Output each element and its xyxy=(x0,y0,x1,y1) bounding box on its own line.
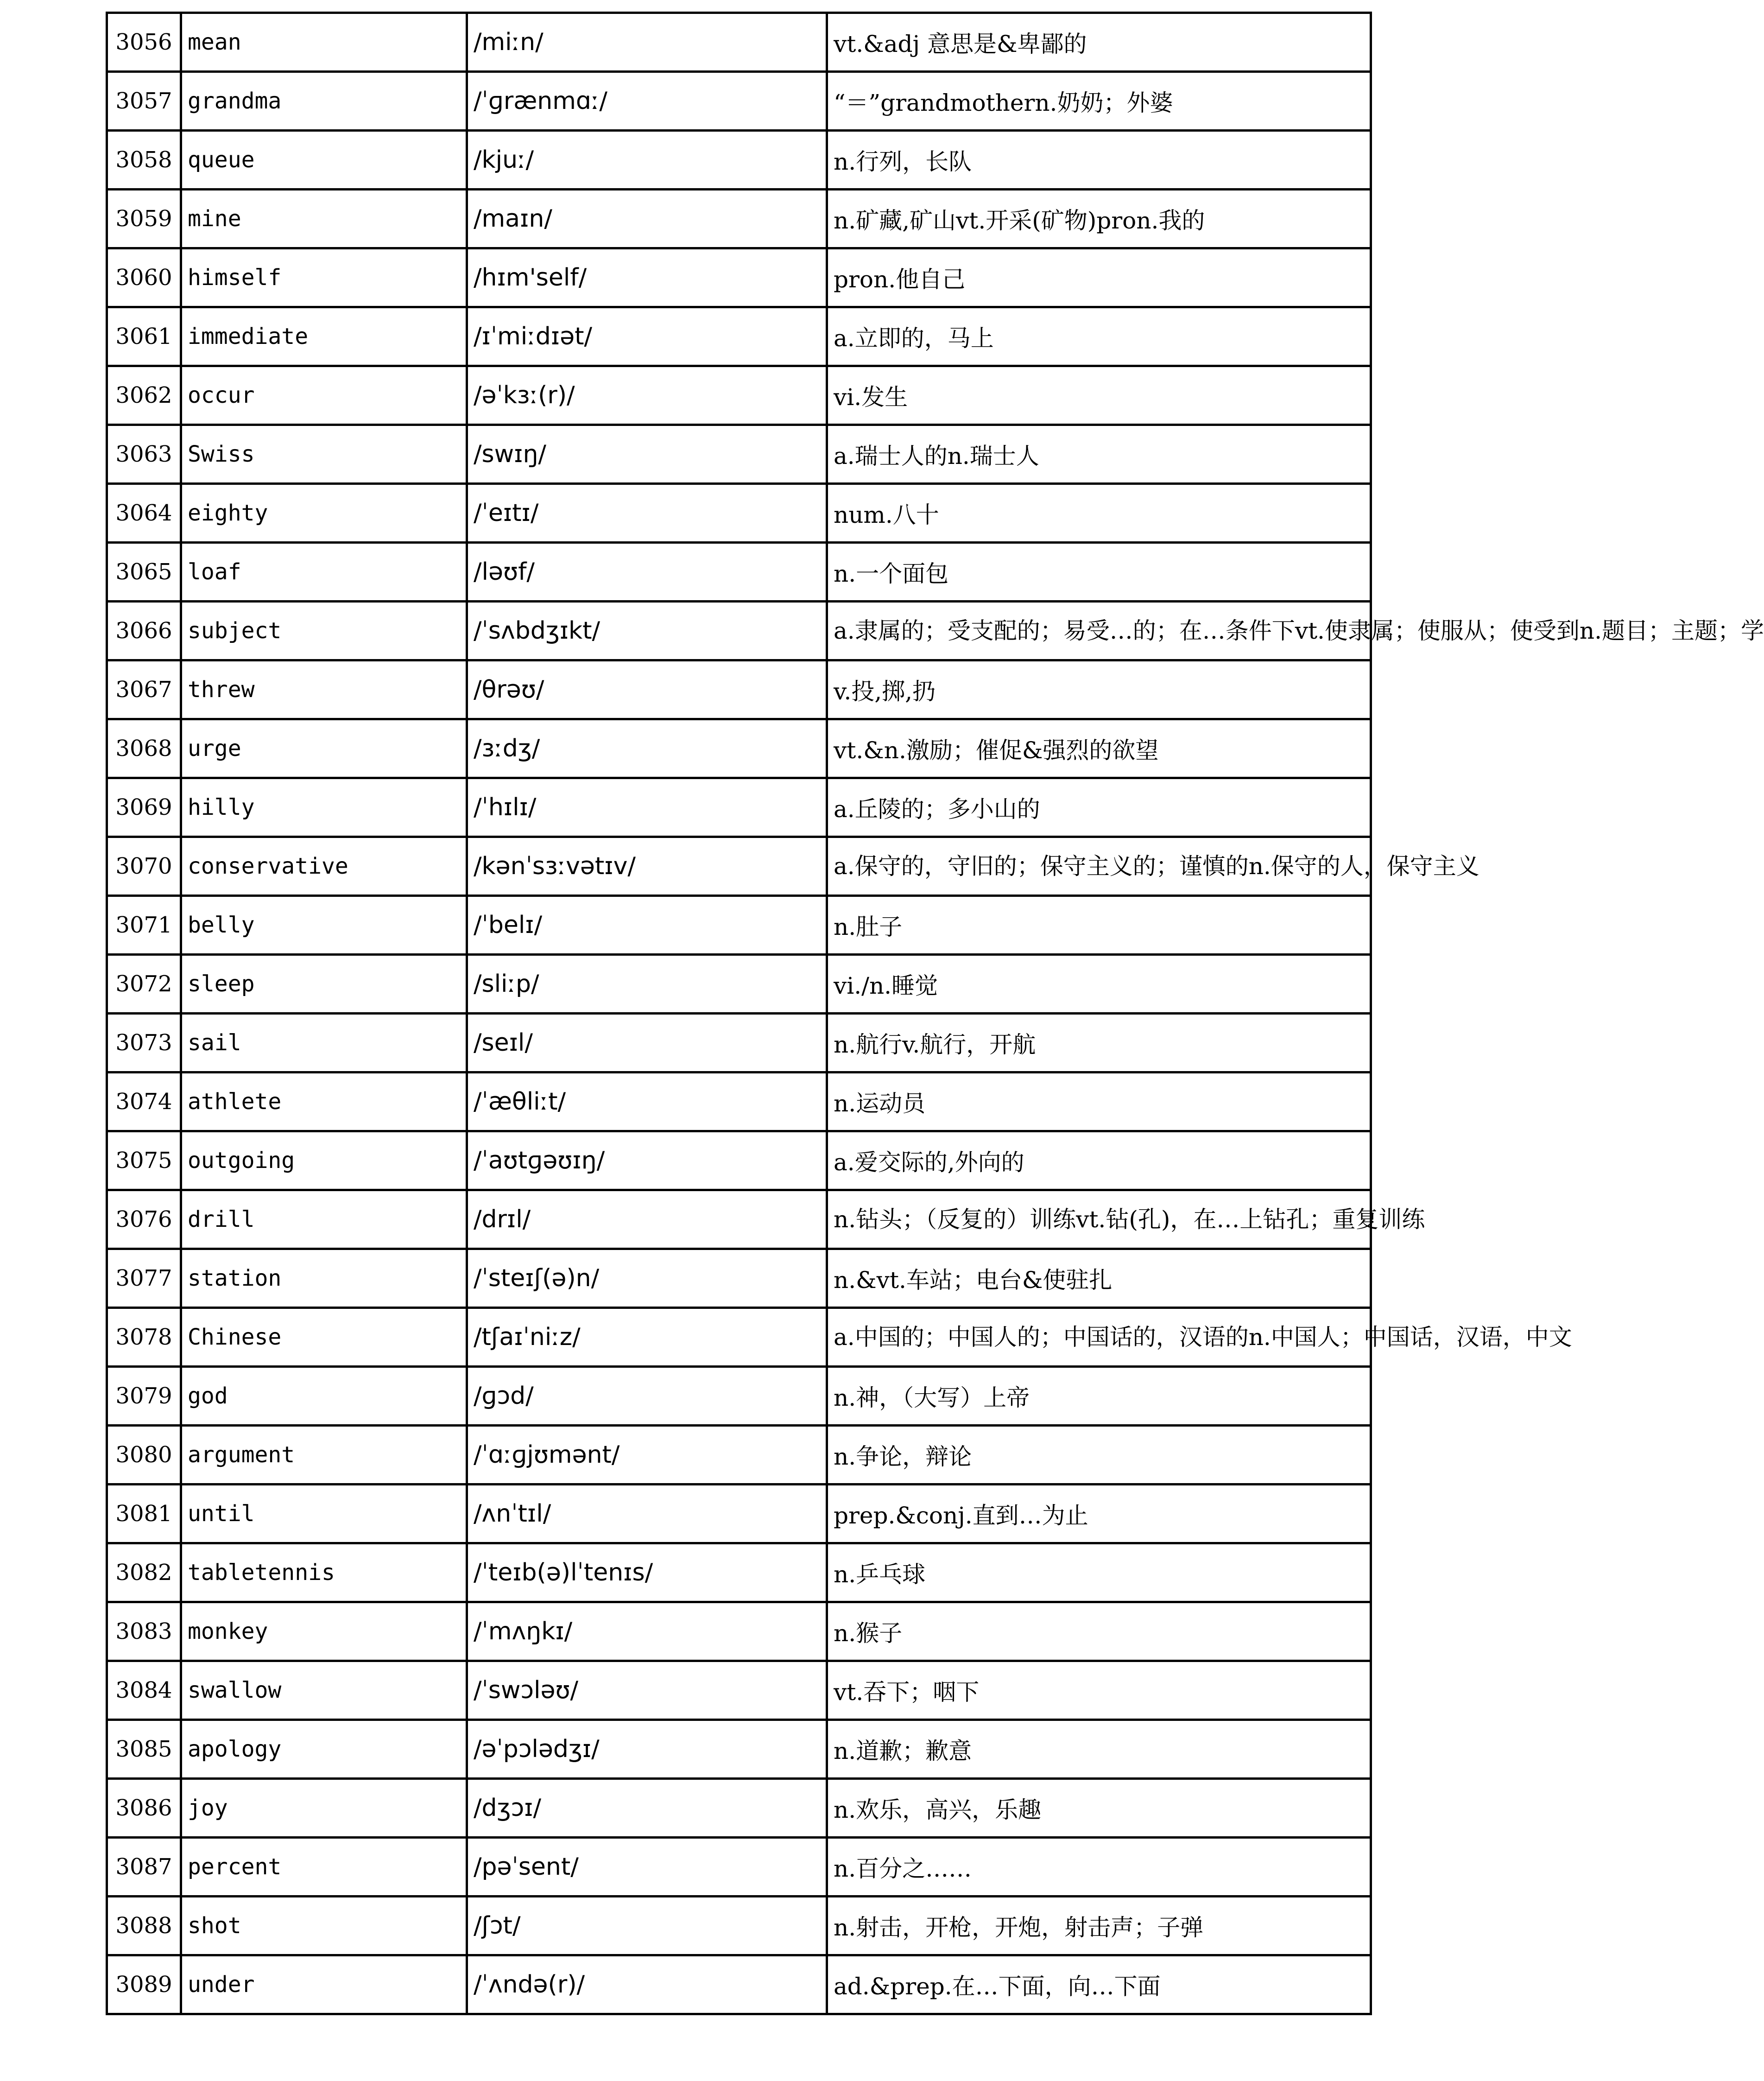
table-row xyxy=(107,719,1371,778)
entry-number: 3058 xyxy=(107,131,181,190)
entry-word: grandma xyxy=(181,72,467,131)
entry-definition: ad.&prep.在…下面，向…下面 xyxy=(827,1955,1371,2014)
table-row xyxy=(107,1897,1371,1955)
entry-word: percent xyxy=(181,1838,467,1897)
entry-phonetic: /kjuː/ xyxy=(467,131,827,190)
entry-word: belly xyxy=(181,896,467,955)
entry-word: mine xyxy=(181,190,467,248)
entry-word: under xyxy=(181,1955,467,2014)
entry-definition xyxy=(827,837,1479,896)
table-row xyxy=(107,896,1371,955)
entry-phonetic: /əˈkɜː(r)/ xyxy=(467,366,827,425)
entry-definition: a.丘陵的；多小山的 xyxy=(827,778,1371,837)
table-row xyxy=(107,1955,1371,2014)
entry-definition: “＝”grandmothern.奶奶；外婆 xyxy=(827,72,1371,131)
entry-phonetic: /ˈʌndə(r)/ xyxy=(467,1955,827,2014)
entry-definition-text: a.中国的；中国人的；中国话的，汉语的n.中国人；中国话，汉语，中文 xyxy=(834,1324,1572,1351)
table-row xyxy=(107,837,1371,896)
table-row xyxy=(107,1190,1371,1249)
entry-word: argument xyxy=(181,1426,467,1485)
entry-number: 3066 xyxy=(107,602,181,660)
table-row xyxy=(107,1543,1371,1602)
table-row xyxy=(107,778,1371,837)
table-row xyxy=(107,660,1371,719)
table-row xyxy=(107,543,1371,602)
entry-definition: a.爱交际的,外向的 xyxy=(827,1131,1371,1190)
entry-word: tabletennis xyxy=(181,1543,467,1602)
entry-definition: n.&vt.车站；电台&使驻扎 xyxy=(827,1249,1371,1308)
entry-definition-text: a.隶属的；受支配的；易受…的；在…条件下vt.使隶属；使服从；使受到n.题目；主题；学 xyxy=(834,617,1764,644)
entry-number: 3086 xyxy=(107,1779,181,1838)
entry-number: 3072 xyxy=(107,955,181,1014)
entry-phonetic: /dʒɔɪ/ xyxy=(467,1779,827,1838)
entry-number: 3060 xyxy=(107,248,181,307)
table-row xyxy=(107,307,1371,366)
entry-definition: vi.发生 xyxy=(827,366,1371,425)
table-body xyxy=(107,13,1764,2014)
entry-number: 3085 xyxy=(107,1720,181,1779)
entry-phonetic: /əˈpɔlədʒɪ/ xyxy=(467,1720,827,1779)
table-row xyxy=(107,13,1371,72)
entry-number: 3078 xyxy=(107,1308,181,1367)
entry-definition xyxy=(827,1190,1425,1249)
entry-definition: n.猴子 xyxy=(827,1602,1371,1661)
entry-phonetic: /ˈteɪb(ə)lˈtenɪs/ xyxy=(467,1543,827,1602)
entry-number: 3070 xyxy=(107,837,181,896)
entry-number: 3065 xyxy=(107,543,181,602)
entry-definition: n.航行v.航行，开航 xyxy=(827,1014,1371,1072)
entry-phonetic: /ˈaʊtɡəʊɪŋ/ xyxy=(467,1131,827,1190)
entry-definition xyxy=(827,1308,1572,1367)
entry-word: urge xyxy=(181,719,467,778)
table-row xyxy=(107,955,1371,1014)
entry-phonetic: /maɪn/ xyxy=(467,190,827,248)
entry-number: 3088 xyxy=(107,1897,181,1955)
entry-number: 3080 xyxy=(107,1426,181,1485)
entry-number: 3061 xyxy=(107,307,181,366)
entry-definition-text: n.钻头；（反复的）训练vt.钻(孔)，在…上钻孔；重复训练 xyxy=(834,1206,1425,1233)
entry-phonetic: /tʃaɪˈniːz/ xyxy=(467,1308,827,1367)
entry-definition: n.矿藏,矿山vt.开采(矿物)pron.我的 xyxy=(827,190,1371,248)
entry-definition: n.神，（大写）上帝 xyxy=(827,1367,1371,1426)
entry-phonetic: /drɪl/ xyxy=(467,1190,827,1249)
entry-phonetic: /ˈmʌŋkɪ/ xyxy=(467,1602,827,1661)
entry-phonetic: /ɪˈmiːdɪət/ xyxy=(467,307,827,366)
table-row xyxy=(107,1367,1371,1426)
entry-phonetic: /ʃɔt/ xyxy=(467,1897,827,1955)
entry-definition: vi./n.睡觉 xyxy=(827,955,1371,1014)
entry-word: eighty xyxy=(181,484,467,543)
entry-number: 3056 xyxy=(107,13,181,72)
table-row xyxy=(107,1249,1371,1308)
table-row xyxy=(107,366,1371,425)
entry-number: 3068 xyxy=(107,719,181,778)
entry-number: 3057 xyxy=(107,72,181,131)
entry-word: joy xyxy=(181,1779,467,1838)
table-row xyxy=(107,131,1371,190)
entry-word: station xyxy=(181,1249,467,1308)
entry-word: sail xyxy=(181,1014,467,1072)
entry-word: immediate xyxy=(181,307,467,366)
entry-definition: n.争论，辩论 xyxy=(827,1426,1371,1485)
entry-phonetic: /sliːp/ xyxy=(467,955,827,1014)
table-row xyxy=(107,72,1371,131)
entry-definition: vt.&adj 意思是&卑鄙的 xyxy=(827,13,1371,72)
entry-word: hilly xyxy=(181,778,467,837)
entry-word: queue xyxy=(181,131,467,190)
entry-word: loaf xyxy=(181,543,467,602)
entry-number: 3082 xyxy=(107,1543,181,1602)
entry-number: 3063 xyxy=(107,425,181,484)
table-row xyxy=(107,1838,1371,1897)
entry-phonetic: /seɪl/ xyxy=(467,1014,827,1072)
entry-word: sleep xyxy=(181,955,467,1014)
table-row xyxy=(107,248,1371,307)
entry-word: shot xyxy=(181,1897,467,1955)
entry-number: 3084 xyxy=(107,1661,181,1720)
entry-phonetic: /θrəʊ/ xyxy=(467,660,827,719)
table-row xyxy=(107,1426,1371,1485)
entry-definition: n.射击，开枪，开炮，射击声；子弹 xyxy=(827,1897,1371,1955)
entry-phonetic: /swɪŋ/ xyxy=(467,425,827,484)
table-row xyxy=(107,1485,1371,1543)
entry-word: swallow xyxy=(181,1661,467,1720)
entry-number: 3067 xyxy=(107,660,181,719)
entry-word: himself xyxy=(181,248,467,307)
entry-definition: a.立即的，马上 xyxy=(827,307,1371,366)
entry-word: Chinese xyxy=(181,1308,467,1367)
entry-number: 3089 xyxy=(107,1955,181,2014)
entry-number: 3071 xyxy=(107,896,181,955)
entry-number: 3081 xyxy=(107,1485,181,1543)
table-row xyxy=(107,1602,1371,1661)
vocabulary-table xyxy=(106,12,1764,2015)
entry-phonetic: /ˈæθliːt/ xyxy=(467,1072,827,1131)
entry-word: subject xyxy=(181,602,467,660)
entry-number: 3073 xyxy=(107,1014,181,1072)
entry-definition: n.肚子 xyxy=(827,896,1371,955)
entry-number: 3069 xyxy=(107,778,181,837)
table-row xyxy=(107,1131,1371,1190)
table-row xyxy=(107,1661,1371,1720)
entry-phonetic: /ˈeɪtɪ/ xyxy=(467,484,827,543)
entry-number: 3075 xyxy=(107,1131,181,1190)
entry-definition: prep.&conj.直到…为止 xyxy=(827,1485,1371,1543)
entry-phonetic: /ɡɔd/ xyxy=(467,1367,827,1426)
entry-definition: num.八十 xyxy=(827,484,1371,543)
entry-definition: n.乒乓球 xyxy=(827,1543,1371,1602)
entry-phonetic: /ˈbelɪ/ xyxy=(467,896,827,955)
entry-number: 3083 xyxy=(107,1602,181,1661)
table-row xyxy=(107,1072,1371,1131)
entry-phonetic: /ʌnˈtɪl/ xyxy=(467,1485,827,1543)
table-row xyxy=(107,1014,1371,1072)
entry-phonetic: /ˈɡrænmɑː/ xyxy=(467,72,827,131)
entry-word: until xyxy=(181,1485,467,1543)
entry-definition: v.投,掷,扔 xyxy=(827,660,1371,719)
entry-phonetic: /hɪm'self/ xyxy=(467,248,827,307)
entry-number: 3064 xyxy=(107,484,181,543)
entry-phonetic: /ˈɑːɡjʊmənt/ xyxy=(467,1426,827,1485)
table-row xyxy=(107,1779,1371,1838)
entry-definition: a.瑞士人的n.瑞士人 xyxy=(827,425,1371,484)
entry-definition: n.欢乐，高兴，乐趣 xyxy=(827,1779,1371,1838)
entry-word: threw xyxy=(181,660,467,719)
entry-word: monkey xyxy=(181,1602,467,1661)
entry-definition: n.百分之…… xyxy=(827,1838,1371,1897)
table-row xyxy=(107,1720,1371,1779)
entry-definition xyxy=(827,602,1764,660)
entry-word: mean xyxy=(181,13,467,72)
entry-definition: vt.&n.激励；催促&强烈的欲望 xyxy=(827,719,1371,778)
entry-number: 3079 xyxy=(107,1367,181,1426)
entry-phonetic: /miːn/ xyxy=(467,13,827,72)
entry-definition: vt.吞下；咽下 xyxy=(827,1661,1371,1720)
entry-phonetic: /ˈswɔləʊ/ xyxy=(467,1661,827,1720)
entry-definition: n.道歉；歉意 xyxy=(827,1720,1371,1779)
entry-phonetic: /ˈsʌbdʒɪkt/ xyxy=(467,602,827,660)
entry-number: 3074 xyxy=(107,1072,181,1131)
entry-phonetic: /ˈsteɪʃ(ə)n/ xyxy=(467,1249,827,1308)
entry-word: outgoing xyxy=(181,1131,467,1190)
table-row xyxy=(107,602,1371,660)
entry-definition: n.行列，长队 xyxy=(827,131,1371,190)
entry-number: 3087 xyxy=(107,1838,181,1897)
entry-phonetic: /ˈhɪlɪ/ xyxy=(467,778,827,837)
entry-word: drill xyxy=(181,1190,467,1249)
entry-word: occur xyxy=(181,366,467,425)
entry-definition: n.一个面包 xyxy=(827,543,1371,602)
entry-phonetic: /ɜːdʒ/ xyxy=(467,719,827,778)
table-row xyxy=(107,1308,1371,1367)
entry-phonetic: /kənˈsɜːvətɪv/ xyxy=(467,837,827,896)
entry-definition-text: a.保守的，守旧的；保守主义的；谨慎的n.保守的人，保守主义 xyxy=(834,853,1479,880)
entry-definition: n.运动员 xyxy=(827,1072,1371,1131)
entry-phonetic: /ləʊf/ xyxy=(467,543,827,602)
table-row xyxy=(107,190,1371,248)
entry-number: 3077 xyxy=(107,1249,181,1308)
entry-word: Swiss xyxy=(181,425,467,484)
entry-number: 3062 xyxy=(107,366,181,425)
entry-phonetic: /pəˈsent/ xyxy=(467,1838,827,1897)
entry-word: god xyxy=(181,1367,467,1426)
entry-word: athlete xyxy=(181,1072,467,1131)
entry-definition: pron.他自己 xyxy=(827,248,1371,307)
table-row xyxy=(107,484,1371,543)
entry-number: 3059 xyxy=(107,190,181,248)
table-row xyxy=(107,425,1371,484)
entry-word: conservative xyxy=(181,837,467,896)
entry-word: apology xyxy=(181,1720,467,1779)
entry-number: 3076 xyxy=(107,1190,181,1249)
